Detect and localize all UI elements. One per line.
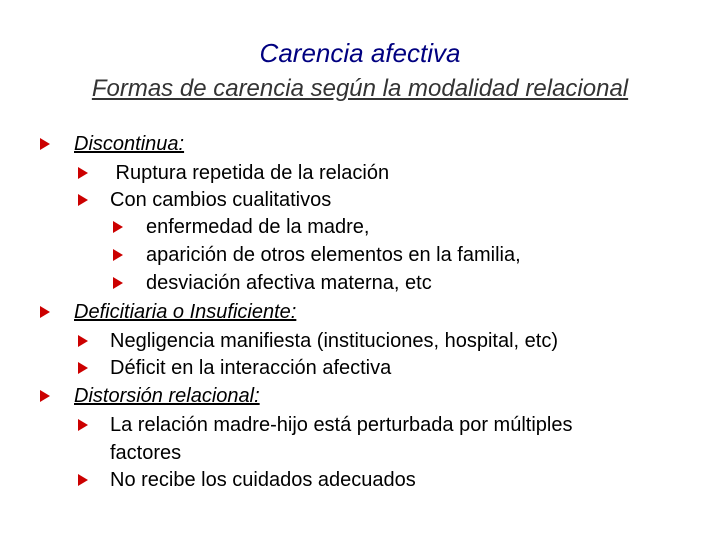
list-item: aparición de otros elementos en la familia, [146, 244, 521, 266]
list-item: Negligencia manifiesta (instituciones, hospital, etc) [110, 330, 558, 352]
triangle-bullet-icon [78, 362, 88, 374]
triangle-bullet-icon [113, 221, 123, 233]
slide-subtitle: Formas de carencia según la modalidad relacional [91, 75, 629, 102]
list-item-heading: Deficitiaria o Insuficiente: [74, 301, 297, 323]
list-item: La relación madre-hijo está perturbada por múltiples [110, 414, 573, 436]
triangle-bullet-icon [78, 335, 88, 347]
list-item: No recibe los cuidados adecuados [110, 469, 416, 491]
triangle-bullet-icon [78, 167, 88, 179]
list-item: Con cambios cualitativos [110, 189, 332, 211]
list-item-continuation: factores [110, 442, 182, 464]
list-item: desviación afectiva materna, etc [146, 272, 432, 294]
triangle-bullet-icon [113, 277, 123, 289]
list-item-heading: Discontinua: [74, 133, 185, 155]
triangle-bullet-icon [40, 390, 50, 402]
slide-title: Carencia afectiva [259, 38, 461, 68]
triangle-bullet-icon [113, 249, 123, 261]
list-item: Ruptura repetida de la relación [110, 162, 390, 184]
triangle-bullet-icon [78, 194, 88, 206]
list-item: enfermedad de la madre, [146, 216, 370, 238]
list-item: Déficit en la interacción afectiva [110, 357, 392, 379]
triangle-bullet-icon [78, 419, 88, 431]
list-item-heading: Distorsión relacional: [74, 385, 260, 407]
triangle-bullet-icon [78, 474, 88, 486]
triangle-bullet-icon [40, 138, 50, 150]
triangle-bullet-icon [40, 306, 50, 318]
